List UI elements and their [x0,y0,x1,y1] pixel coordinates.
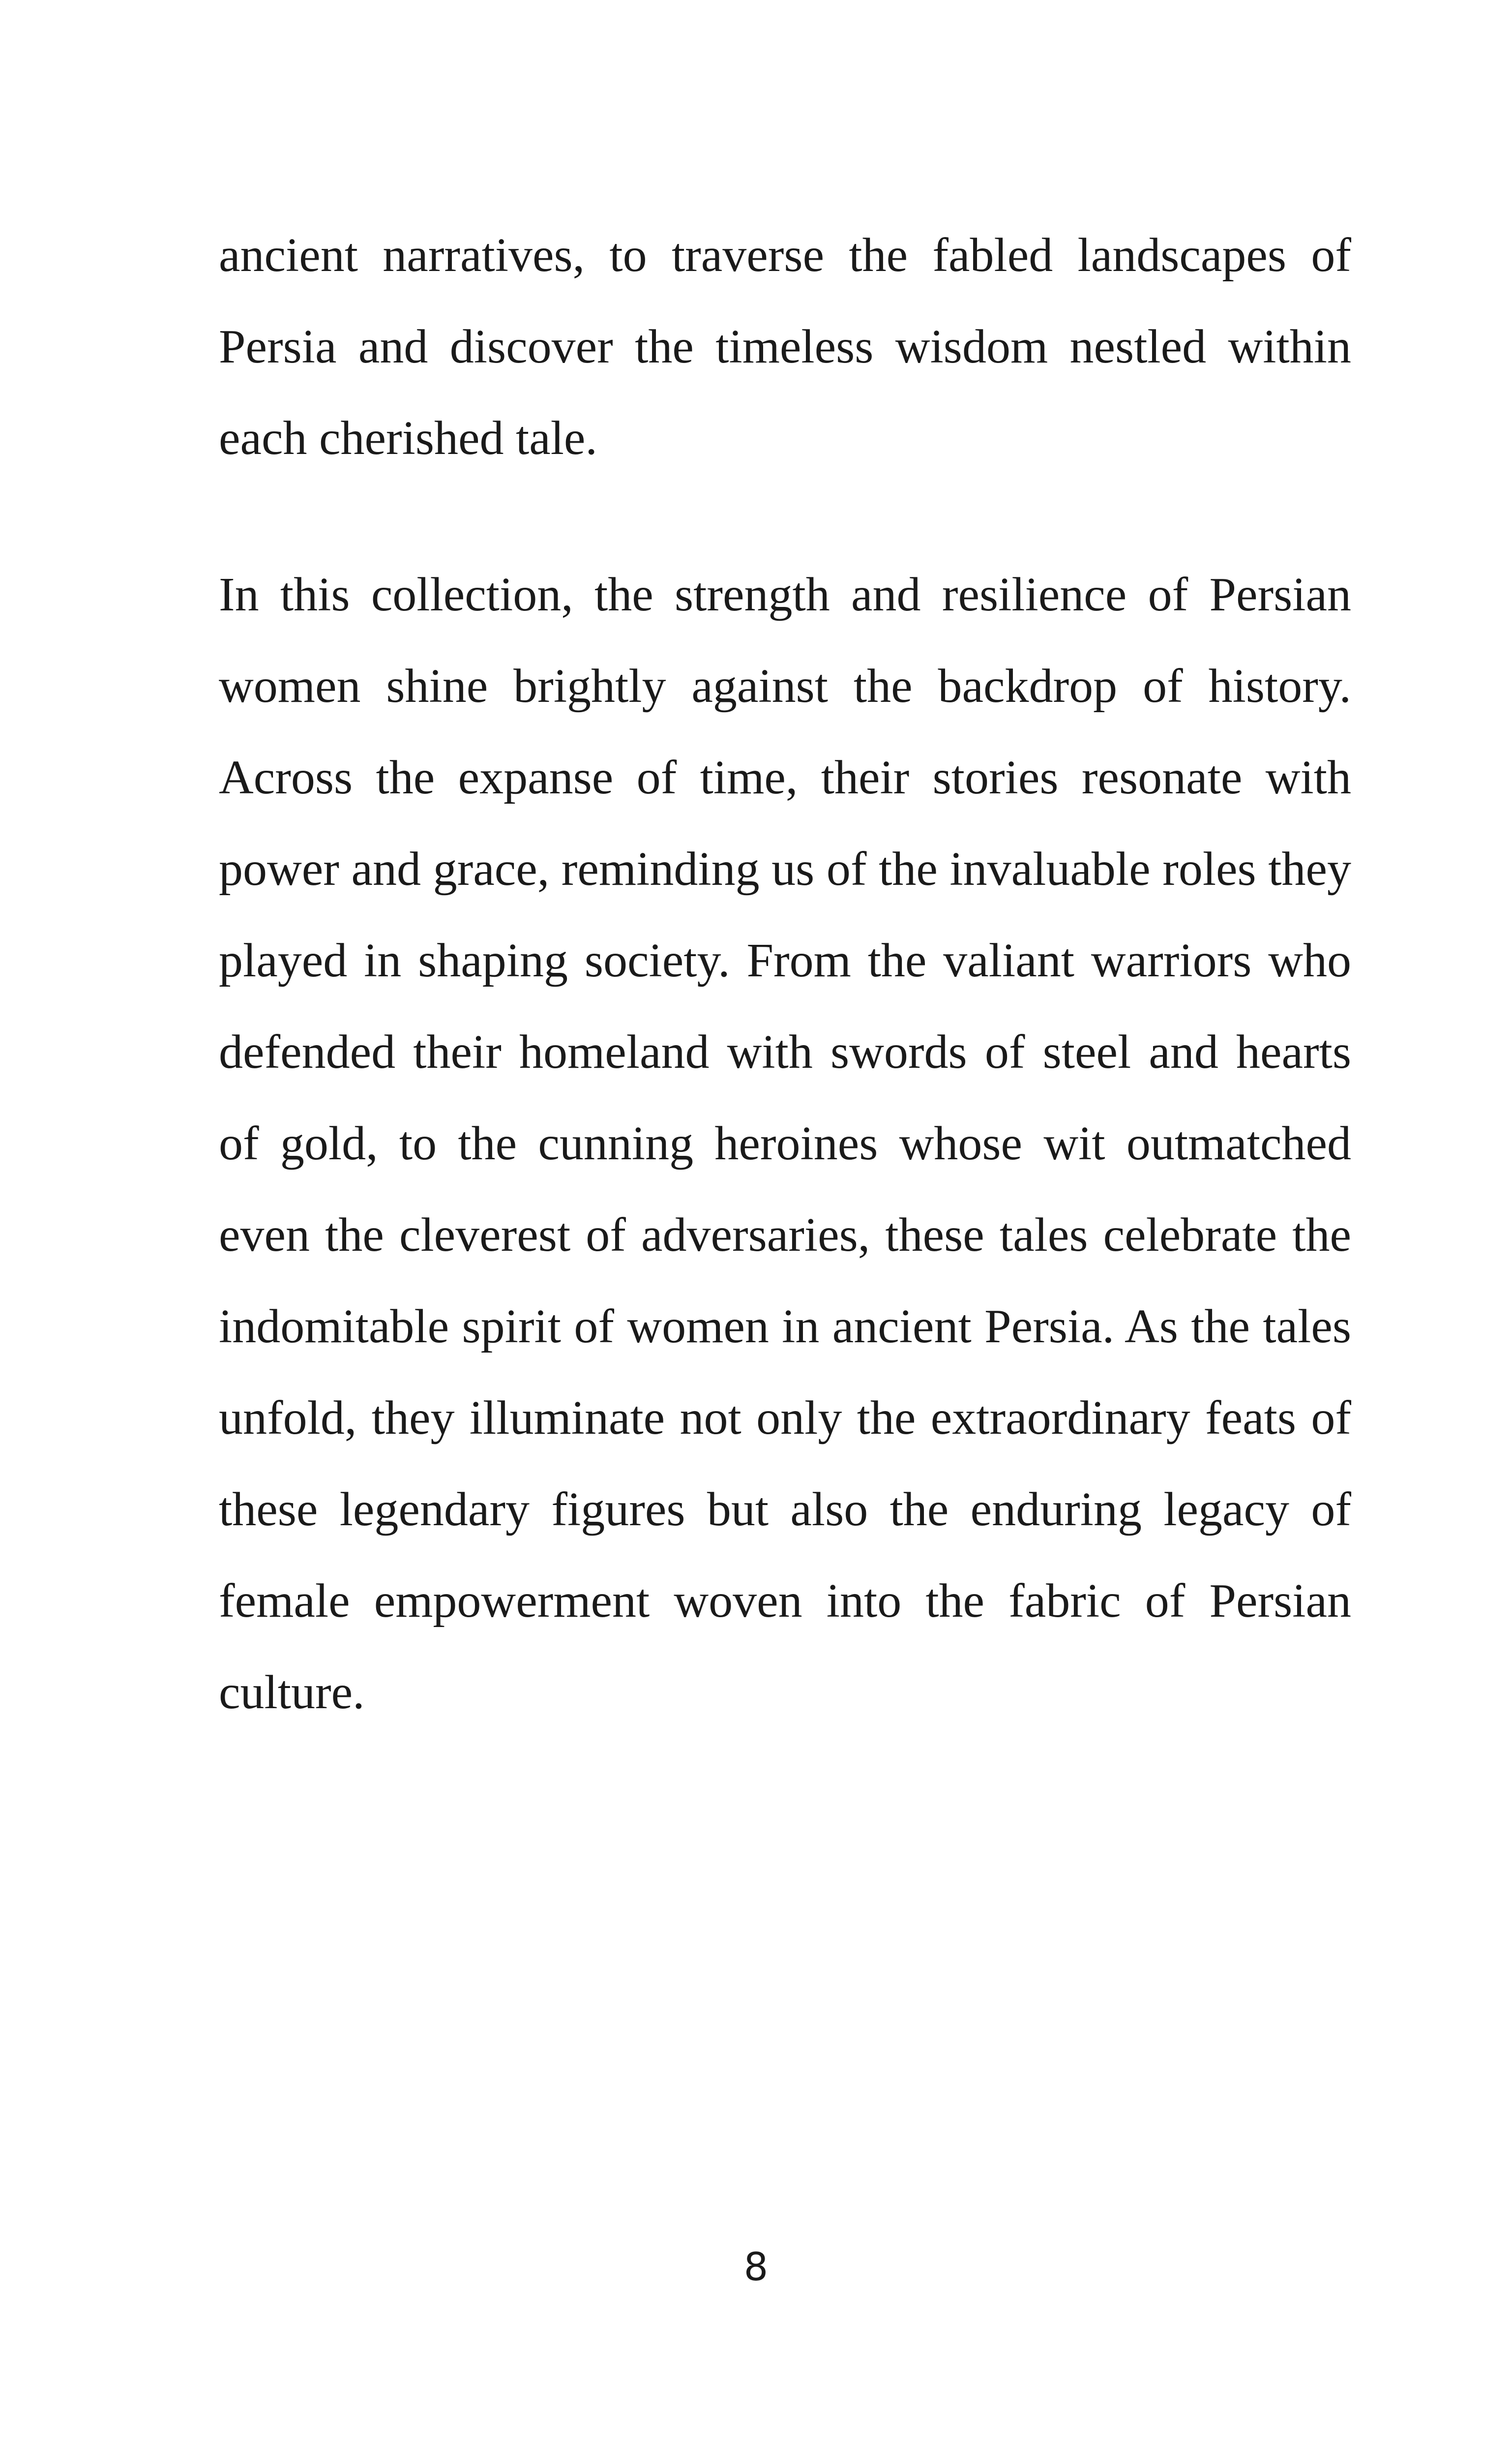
body-text [219,210,1351,1738]
paragraph-persian-women: In this collection, the strength and resilience of Persian women shine brightly against the backdrop of history. Across the expanse of time, their stories resonate with power and grace, reminding us of the invaluable roles they played in shaping society. From the valiant warriors who defended their homeland with swords of steel and hearts of gold, to the cunning heroines whose wit outmatched even the cleverest of adversaries, these tales celebrate the indomitable spirit of women in ancient Persia. As the tales unfold, they illuminate not only the extraordinary feats of these legendary figures but also the enduring legacy of female empowerment woven into the fabric of Persian culture. [219,568,1351,1719]
paragraph-continuation: ancient narratives, to traverse the fabled landscapes of Persia and discover the timeless wisdom nestled within each cherished tale. [219,229,1351,465]
page-number: 8 [743,2245,769,2290]
